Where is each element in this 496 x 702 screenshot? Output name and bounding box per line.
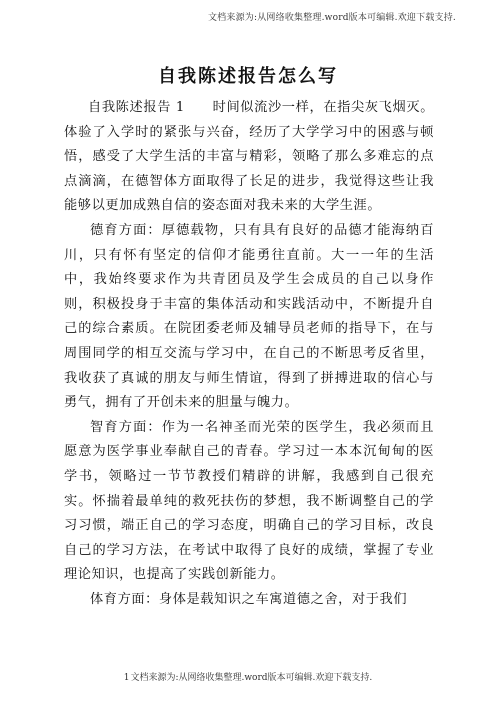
paragraph-physical: 体育方面：身体是载知识之车寓道德之舍，对于我们 (90, 591, 408, 607)
document-title: 自我陈述报告怎么写 (158, 66, 338, 87)
footer (0, 670, 496, 683)
paragraph-intro: 自我陈述报告 1 时间似流沙一样，在指尖灰飞烟灭。体验了入学时的紧张与兴奋，经历了大学学习中的困惑与顿悟，感受了大学生活的丰富与精彩，领略了那么多难忘的点点滴滴，在德智体方面取得了长足的进步，我觉得这些让我能够以更加成熟自信的姿态面对我未来的大学生涯。 (64, 100, 434, 214)
footer-source-note: 文档来源为:从网络收集整理.word版本可编辑.欢迎下载支持. (130, 673, 373, 683)
document-body (64, 96, 434, 612)
header-source-note: 文档来源为:从网络收集整理.word版本可编辑.欢迎下载支持. (207, 13, 456, 23)
page-number: 1 (123, 673, 130, 683)
paragraph-intellectual: 智育方面：作为一名神圣而光荣的医学生，我必须而且愿意为医学事业奉献自己的青春。学习过一本本沉甸甸的医学书，领略过一节节教授们精辟的讲解，我感到自己很充实。怀揣着最单纯的救死扶伤的梦想，我不断调整自己的学习习惯，端正自己的学习态度，明确自己的学习目标，改良自己的学习方法，在考试中取得了良好的成绩，掌握了专业理论知识，也提高了实践创新能力。 (64, 419, 434, 583)
paragraph-moral: 德育方面：厚德载物，只有具有良好的品德才能海纳百川，只有怀有坚定的信仰才能勇往直前。大一一年的生活中，我始终要求作为共青团员及学生会成员的自己以身作则，积极投身于丰富的集体活动和实践活动中，不断提升自己的综合素质。在院团委老师及辅导员老师的指导下，在与周围同学的相互交流与学习中，在自己的不断思考反省里，我收获了真诚的朋友与师生情谊，得到了拼搏进取的信心与勇气，拥有了开创未来的胆量与魄力。 (64, 222, 434, 411)
